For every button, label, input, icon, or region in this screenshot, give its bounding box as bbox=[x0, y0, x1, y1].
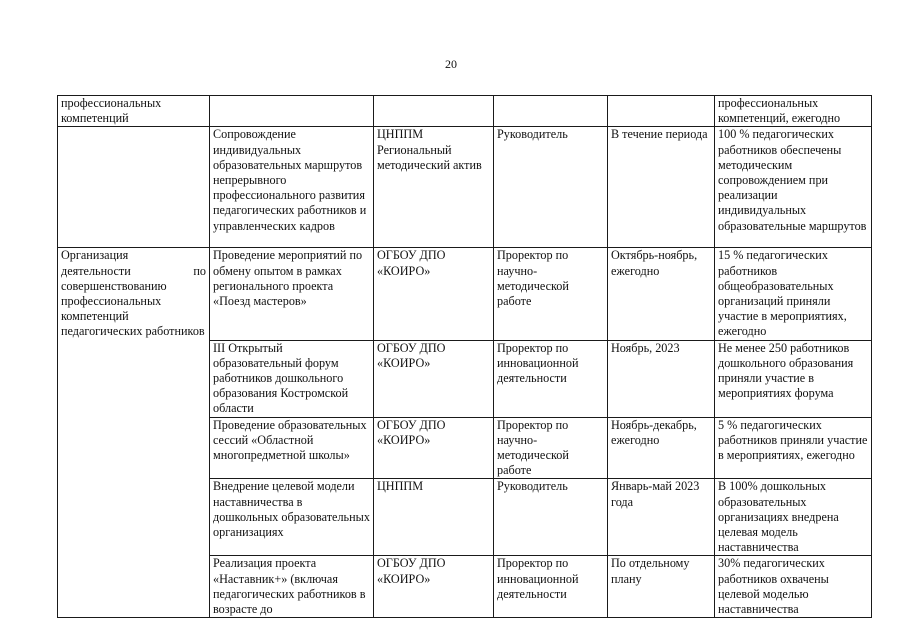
table-cell: Внедрение целевой модели наставничества в дошкольных образовательных организациях bbox=[210, 479, 374, 556]
table-cell bbox=[374, 96, 494, 127]
group-label-rest: совершенствованию профессиональных компетенций педагогических работников bbox=[61, 278, 205, 339]
table-cell: Январь-май 2023 года bbox=[608, 479, 715, 556]
table-cell bbox=[58, 127, 210, 248]
table-cell: Проректор по научно-методической работе bbox=[494, 248, 608, 340]
table-cell: Ноябрь, 2023 bbox=[608, 340, 715, 417]
table-cell: III Открытый образовательный форум работников дошкольного образования Костромской области bbox=[210, 340, 374, 417]
group-label-line1: Организация bbox=[61, 248, 129, 263]
table-cell: 30% педагогических работников охвачены целевой моделью наставничества bbox=[715, 556, 872, 618]
table-cell: ЦНППМ bbox=[374, 479, 494, 556]
table-cell: профессиональных компетенций, ежегодно bbox=[715, 96, 872, 127]
table-cell: Октябрь-ноябрь, ежегодно bbox=[608, 248, 715, 340]
table-cell bbox=[210, 96, 374, 127]
table-cell: Проректор по инновационной деятельности bbox=[494, 340, 608, 417]
page-number: 20 bbox=[445, 57, 457, 71]
table-cell-group-label bbox=[58, 248, 210, 618]
table-cell: ОГБОУ ДПО «КОИРО» bbox=[374, 248, 494, 340]
table-cell: По отдельному плану bbox=[608, 556, 715, 618]
table-cell: В течение периода bbox=[608, 127, 715, 248]
plan-table bbox=[57, 95, 872, 618]
table-cell: Руководитель bbox=[494, 479, 608, 556]
table-cell: 100 % педагогических работников обеспечены методическим сопровождением при реализации индивидуальных образовательные маршрутов bbox=[715, 127, 872, 248]
table-cell: Проректор по инновационной деятельности bbox=[494, 556, 608, 618]
table-cell: ЦНППМ Региональный методический актив bbox=[374, 127, 494, 248]
table-cell: Не менее 250 работников дошкольного образования приняли участие в мероприятиях форума bbox=[715, 340, 872, 417]
table-cell: Сопровождение индивидуальных образовательных маршрутов непрерывного профессионального развития педагогических работников и управленческих кадров bbox=[210, 127, 374, 248]
table-cell: ОГБОУ ДПО «КОИРО» bbox=[374, 556, 494, 618]
table-row bbox=[58, 248, 872, 340]
table-cell: В 100% дошкольных образовательных организациях внедрена целевая модель наставничества bbox=[715, 479, 872, 556]
table-cell: Проведение образовательных сессий «Областной многопредметной школы» bbox=[210, 417, 374, 479]
table-cell bbox=[608, 96, 715, 127]
table-row bbox=[58, 96, 872, 127]
table-row bbox=[58, 127, 872, 248]
table-cell: 5 % педагогических работников приняли участие в мероприятиях, ежегодно bbox=[715, 417, 872, 479]
table-cell: Реализация проекта «Наставник+» (включая педагогических работников в возрасте до bbox=[210, 556, 374, 618]
table-cell: Руководитель bbox=[494, 127, 608, 248]
table-cell: ОГБОУ ДПО «КОИРО» bbox=[374, 417, 494, 479]
table-cell: ОГБОУ ДПО «КОИРО» bbox=[374, 340, 494, 417]
group-label-line2: деятельности по bbox=[61, 263, 206, 278]
table-cell: 15 % педагогических работников общеобразовательных организаций приняли участие в мероприятиях, ежегодно bbox=[715, 248, 872, 340]
table-cell bbox=[494, 96, 608, 127]
table-cell: Ноябрь-декабрь, ежегодно bbox=[608, 417, 715, 479]
table-cell: профессиональных компетенций bbox=[58, 96, 210, 127]
table-cell: Проведение мероприятий по обмену опытом в рамках регионального проекта «Поезд мастеров» bbox=[210, 248, 374, 340]
table-cell: Проректор по научно-методической работе bbox=[494, 417, 608, 479]
